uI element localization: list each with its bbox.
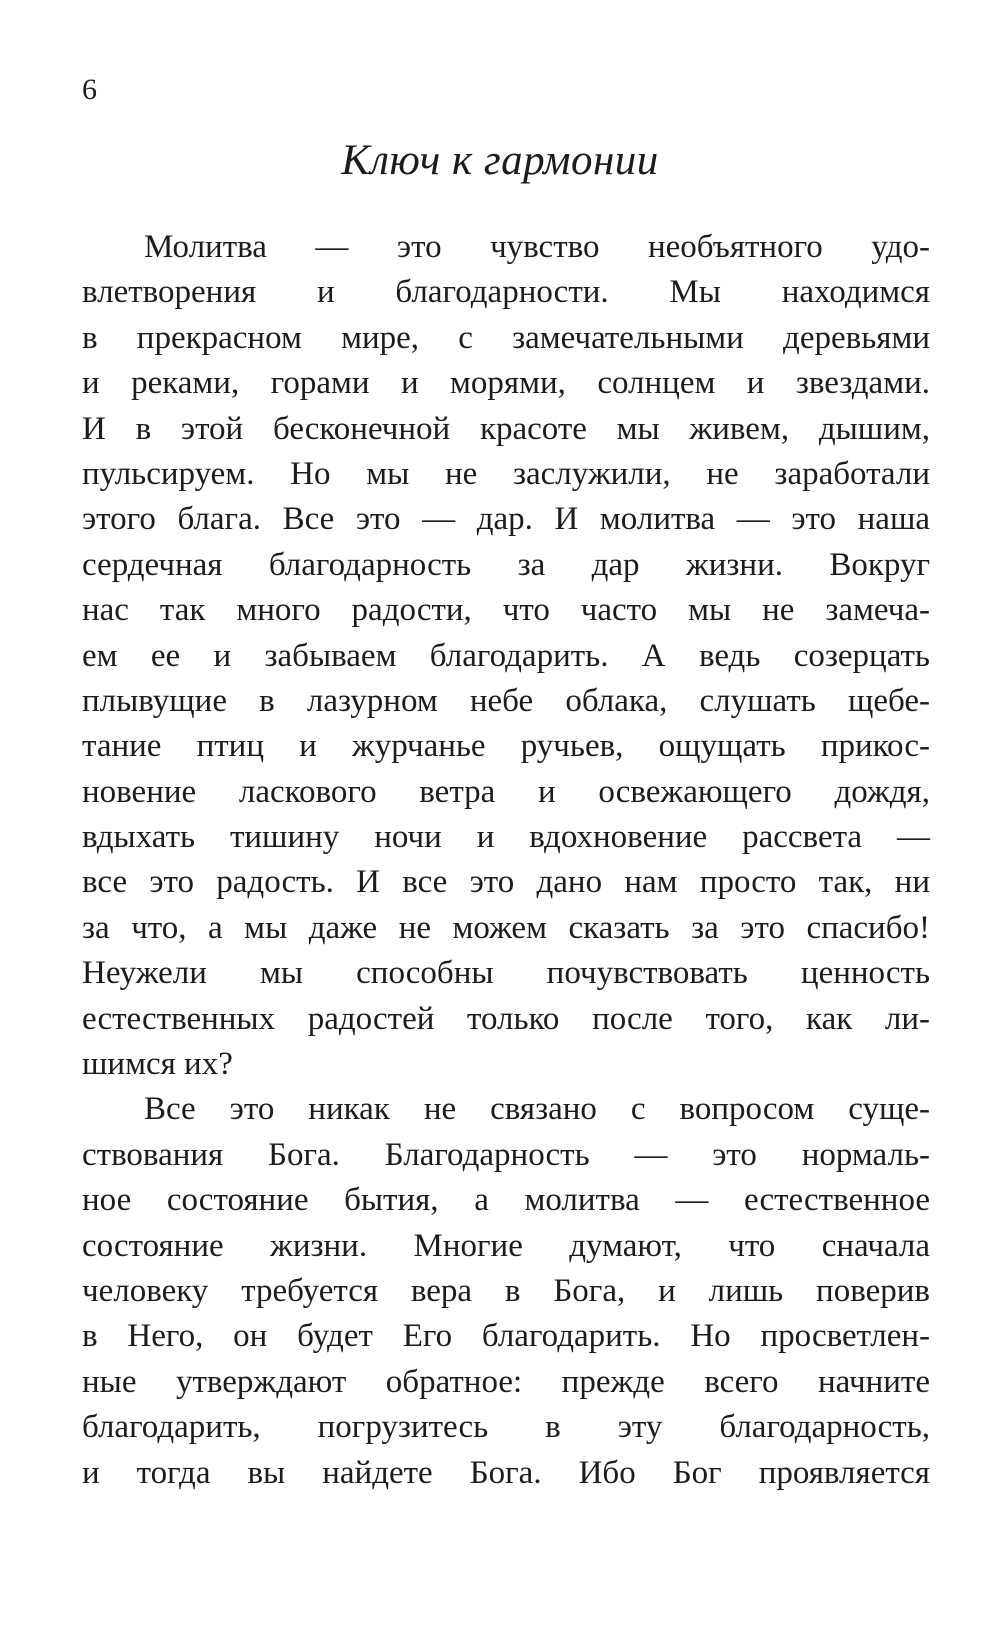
text-line: ное состояние бытия, а молитва — естественное [82,1182,930,1219]
text-line: влетворения и благодарности. Мы находимся [82,274,930,311]
text-line: ствования Бога. Благодарность — это нормаль- [82,1136,930,1173]
text-line: человеку требуется вера в Бога, и лишь поверив [82,1272,930,1309]
chapter-title: Ключ к гармонии [341,137,659,184]
text-line: шимся их? [82,1046,233,1083]
text-line: в прекрасном мире, с замечательными деревьями [82,319,930,356]
text-line: естественных радостей только после того, как ли- [82,1000,930,1037]
text-line: пульсируем. Но мы не заслужили, не заработали [82,455,930,492]
text-line: тание птиц и журчанье ручьев, ощущать прикос- [82,728,930,765]
text-line: благодарить, погрузитесь в эту благодарность, [82,1409,930,1446]
text-line: нас так много радости, что часто мы не замеча- [82,592,930,629]
text-line: в Него, он будет Его благодарить. Но просветлен- [82,1318,930,1355]
text-line: Молитва — это чувство необъятного удо- [144,229,930,265]
text-line: И в этой бесконечной красоте мы живем, дышим, [82,410,930,447]
text-line: Все это никак не связано с вопросом суще- [144,1091,930,1128]
text-line: сердечная благодарность за дар жизни. Вокруг [82,546,930,583]
body-text [82,225,930,1496]
text-line: состояние жизни. Многие думают, что сначала [82,1227,930,1264]
text-line: и реками, горами и морями, солнцем и звездами. [82,365,930,402]
text-line: этого блага. Все это — дар. И молитва — это наша [82,501,930,538]
text-line: и тогда вы найдете Бога. Ибо Бог проявляется [82,1454,930,1491]
text-line: все это радость. И все это дано нам просто так, ни [82,864,930,901]
page-number: 6 [82,73,97,106]
text-line: плывущие в лазурном небе облака, слушать щебе- [82,682,930,719]
text-line: ем ее и забываем благодарить. А ведь созерцать [82,637,930,674]
text-line: новение ласкового ветра и освежающего дождя, [82,773,930,810]
text-line: вдыхать тишину ночи и вдохновение рассвета — [82,819,930,856]
text-line: Неужели мы способны почувствовать ценность [82,955,930,992]
text-line: за что, а мы даже не можем сказать за это спасибо! [82,909,930,946]
text-line: ные утверждают обратное: прежде всего начните [82,1363,930,1400]
